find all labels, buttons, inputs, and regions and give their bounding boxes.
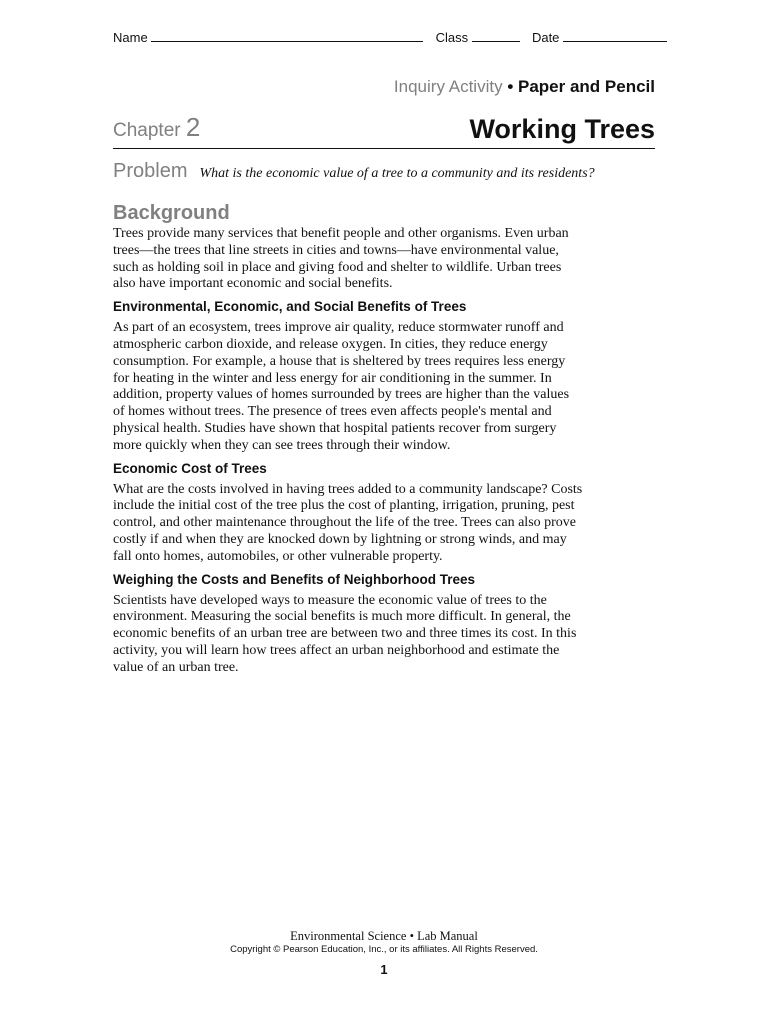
student-info-line	[113, 30, 655, 45]
footer-book: Environmental Science	[290, 929, 407, 943]
name-blank	[151, 30, 423, 42]
page-number: 1	[380, 962, 388, 977]
background-intro: Trees provide many services that benefit people and other organisms. Even urban trees—the trees that line streets in cities and towns—have environmental value, such as holding soil in place and giving food and shelter to wildlife. Urban trees also have important economic and social benefits.	[113, 226, 569, 292]
footer-book-line	[0, 928, 768, 944]
date-blank	[563, 30, 667, 42]
class-blank	[472, 30, 520, 42]
activity-separator: •	[507, 77, 514, 96]
copyright-notice: Copyright © Pearson Education, Inc., or its affiliates. All Rights Reserved.	[230, 944, 538, 955]
chapter-word: Chapter	[113, 120, 181, 141]
weighing-heading: Weighing the Costs and Benefits of Neighborhood Trees	[113, 571, 476, 587]
class-label: Class	[435, 30, 469, 45]
activity-mode: Paper and Pencil	[518, 77, 655, 96]
background-section	[113, 200, 583, 677]
benefits-text: As part of an ecosystem, trees improve air quality, reduce stormwater runoff and atmospheric carbon dioxide, and release oxygen. In cities, they reduce energy consumption. For example, a house that is sheltered by trees requires less energy for heating in the winter and less energy for air conditioning in the summer. In addition, property values of homes surrounded by trees are higher than the values of homes without trees. The presence of trees even affects people's mental and physical health. Studies have shown that hospital patients recover from surgery more quickly when they can see trees through their window.	[113, 320, 570, 453]
cost-text: What are the costs involved in having trees added to a community landscape? Costs include the initial cost of the tree plus the cost of planting, irrigation, pruning, pest control, and other maintenance throughout the life of the tree. Trees can also prove costly if and when they are knocked down by lightning or strong winds, and may fall onto homes, automobiles, or other vulnerable property.	[113, 481, 583, 564]
date-label: Date	[531, 30, 560, 45]
weighing-text: Scientists have developed ways to measure the economic value of trees to the environment. Measuring the social benefits is much more difficult. In general, the economic benefits of an urban tree are between two and three times its cost. In this activity, you will learn how trees affect an urban neighborhood and estimate the value of an urban tree.	[113, 592, 577, 675]
chapter-number: 2	[185, 112, 201, 142]
background-heading: Background	[113, 202, 230, 224]
benefits-heading: Environmental, Economic, and Social Benefits of Trees	[113, 299, 467, 315]
activity-type-label: Inquiry Activity	[393, 77, 503, 96]
cost-heading: Economic Cost of Trees	[113, 460, 267, 476]
problem-statement	[113, 160, 673, 183]
chapter-header	[113, 112, 655, 149]
chapter-label	[113, 112, 200, 143]
activity-type	[394, 77, 655, 97]
footer-separator: •	[409, 929, 414, 943]
name-label: Name	[113, 30, 148, 45]
page-footer	[0, 928, 768, 977]
problem-heading: Problem	[113, 160, 188, 182]
footer-manual: Lab Manual	[417, 929, 478, 943]
chapter-title: Working Trees	[469, 114, 655, 144]
problem-text: What is the economic value of a tree to a community and its residents?	[199, 166, 595, 181]
